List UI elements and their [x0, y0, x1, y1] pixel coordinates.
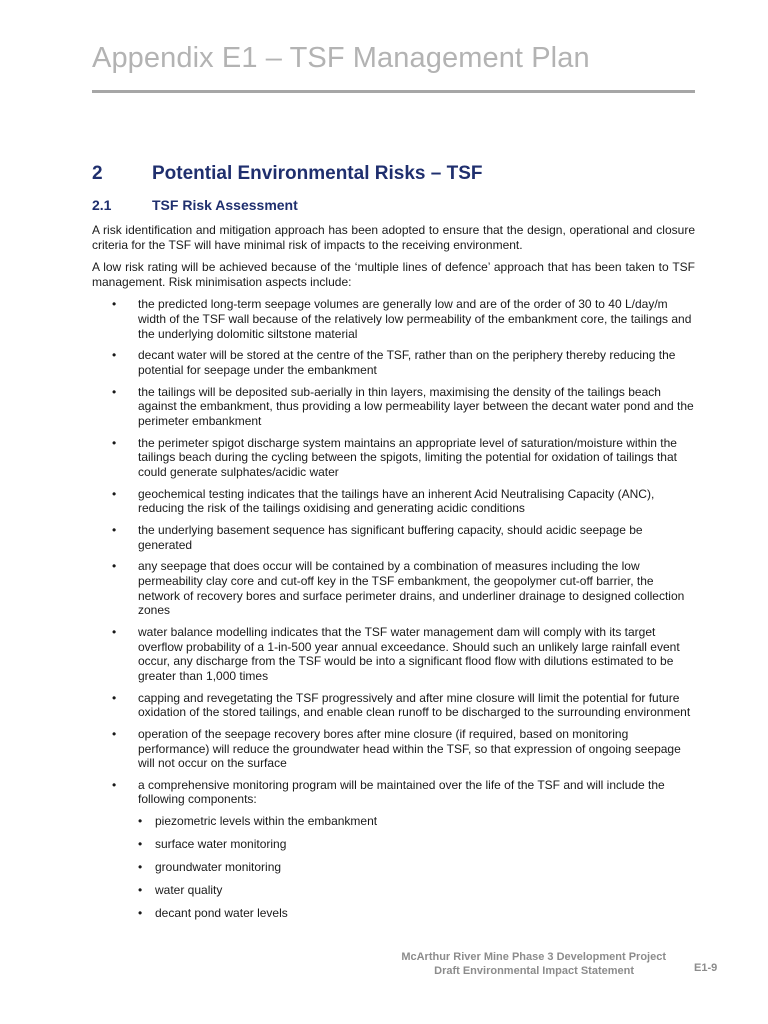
page-number: E1-9	[694, 962, 718, 974]
list-item: • water balance modelling indicates that the TSF water management dam will comply with its target overflow probability of a 1-in-500 year annual exceedance. Should such an unlikely large rainfall event occur, any discharge from the TSF would be into a significant flood flow with dilutions estimated to be greater than 1,000 times	[92, 625, 695, 683]
list-item-text: a comprehensive monitoring program will be maintained over the life of the TSF and will include the following components:	[138, 777, 665, 807]
list-item: • the tailings will be deposited sub-aerially in thin layers, maximising the density of the tailings beach against the embankment, thus providing a low permeability layer between the decant water pond and the perimeter embankment	[92, 385, 695, 429]
risk-minimisation-list	[92, 297, 695, 920]
list-item: • the predicted long-term seepage volumes are generally low and are of the order of 30 to 40 L/day/m width of the TSF wall because of the relatively low permeability of the embankment core, the tailings and the underlying dolomitic siltstone material	[92, 297, 695, 341]
section-number: 2	[92, 163, 103, 184]
list-item: • geochemical testing indicates that the tailings have an inherent Acid Neutralising Capacity (ANC), reducing the risk of the tailings oxidising and generating acidic conditions	[92, 487, 695, 516]
paragraph: A low risk rating will be achieved because of the ‘multiple lines of defence’ approach that has been taken to TSF management. Risk minimisation aspects include:	[92, 260, 695, 289]
list-item: • capping and revegetating the TSF progressively and after mine closure will limit the potential for future oxidation of the stored tailings, and enable clean runoff to be discharged to the surrounding environment	[92, 691, 695, 720]
list-item: • any seepage that does occur will be contained by a combination of measures including the low permeability clay core and cut-off key in the TSF embankment, the geopolymer cut-off barrier, the network of recovery bores and surface perimeter drains, and underliner drainage to designed collection zones	[92, 559, 695, 617]
list-item: • the perimeter spigot discharge system maintains an appropriate level of saturation/moisture within the tailings beach during the cycling between the spigots, limiting the potential for oxidation of tailings that could generate sulphates/acidic water	[92, 436, 695, 480]
sub-list-item: • groundwater monitoring	[138, 860, 695, 875]
list-item: • the underlying basement sequence has significant buffering capacity, should acidic seepage be generated	[92, 523, 695, 552]
footer-project-name: McArthur River Mine Phase 3 Development Project	[401, 951, 666, 963]
page-header-title: Appendix E1 – TSF Management Plan	[92, 42, 590, 74]
list-item-monitoring	[92, 778, 695, 920]
sub-list-item: • decant pond water levels	[138, 906, 695, 921]
subsection-number: 2.1	[92, 197, 112, 213]
sub-list-item: • surface water monitoring	[138, 837, 695, 852]
list-item: • operation of the seepage recovery bores after mine closure (if required, based on monitoring performance) will reduce the groundwater head within the TSF, so that expression of ongoing seepage will not occur on the surface	[92, 727, 695, 771]
document-body	[92, 223, 695, 929]
header-rule	[92, 90, 695, 93]
sub-list-item: • water quality	[138, 883, 695, 898]
monitoring-components-list	[138, 814, 695, 920]
section-title: Potential Environmental Risks – TSF	[152, 163, 483, 184]
sub-list-item: • piezometric levels within the embankment	[138, 814, 695, 829]
subsection-title: TSF Risk Assessment	[152, 197, 298, 213]
footer-document-name: Draft Environmental Impact Statement	[434, 965, 634, 977]
list-item: • decant water will be stored at the centre of the TSF, rather than on the periphery thereby reducing the potential for seepage under the embankment	[92, 348, 695, 377]
paragraph: A risk identification and mitigation approach has been adopted to ensure that the design, operational and closure criteria for the TSF will have minimal risk of impacts to the receiving environment.	[92, 223, 695, 252]
